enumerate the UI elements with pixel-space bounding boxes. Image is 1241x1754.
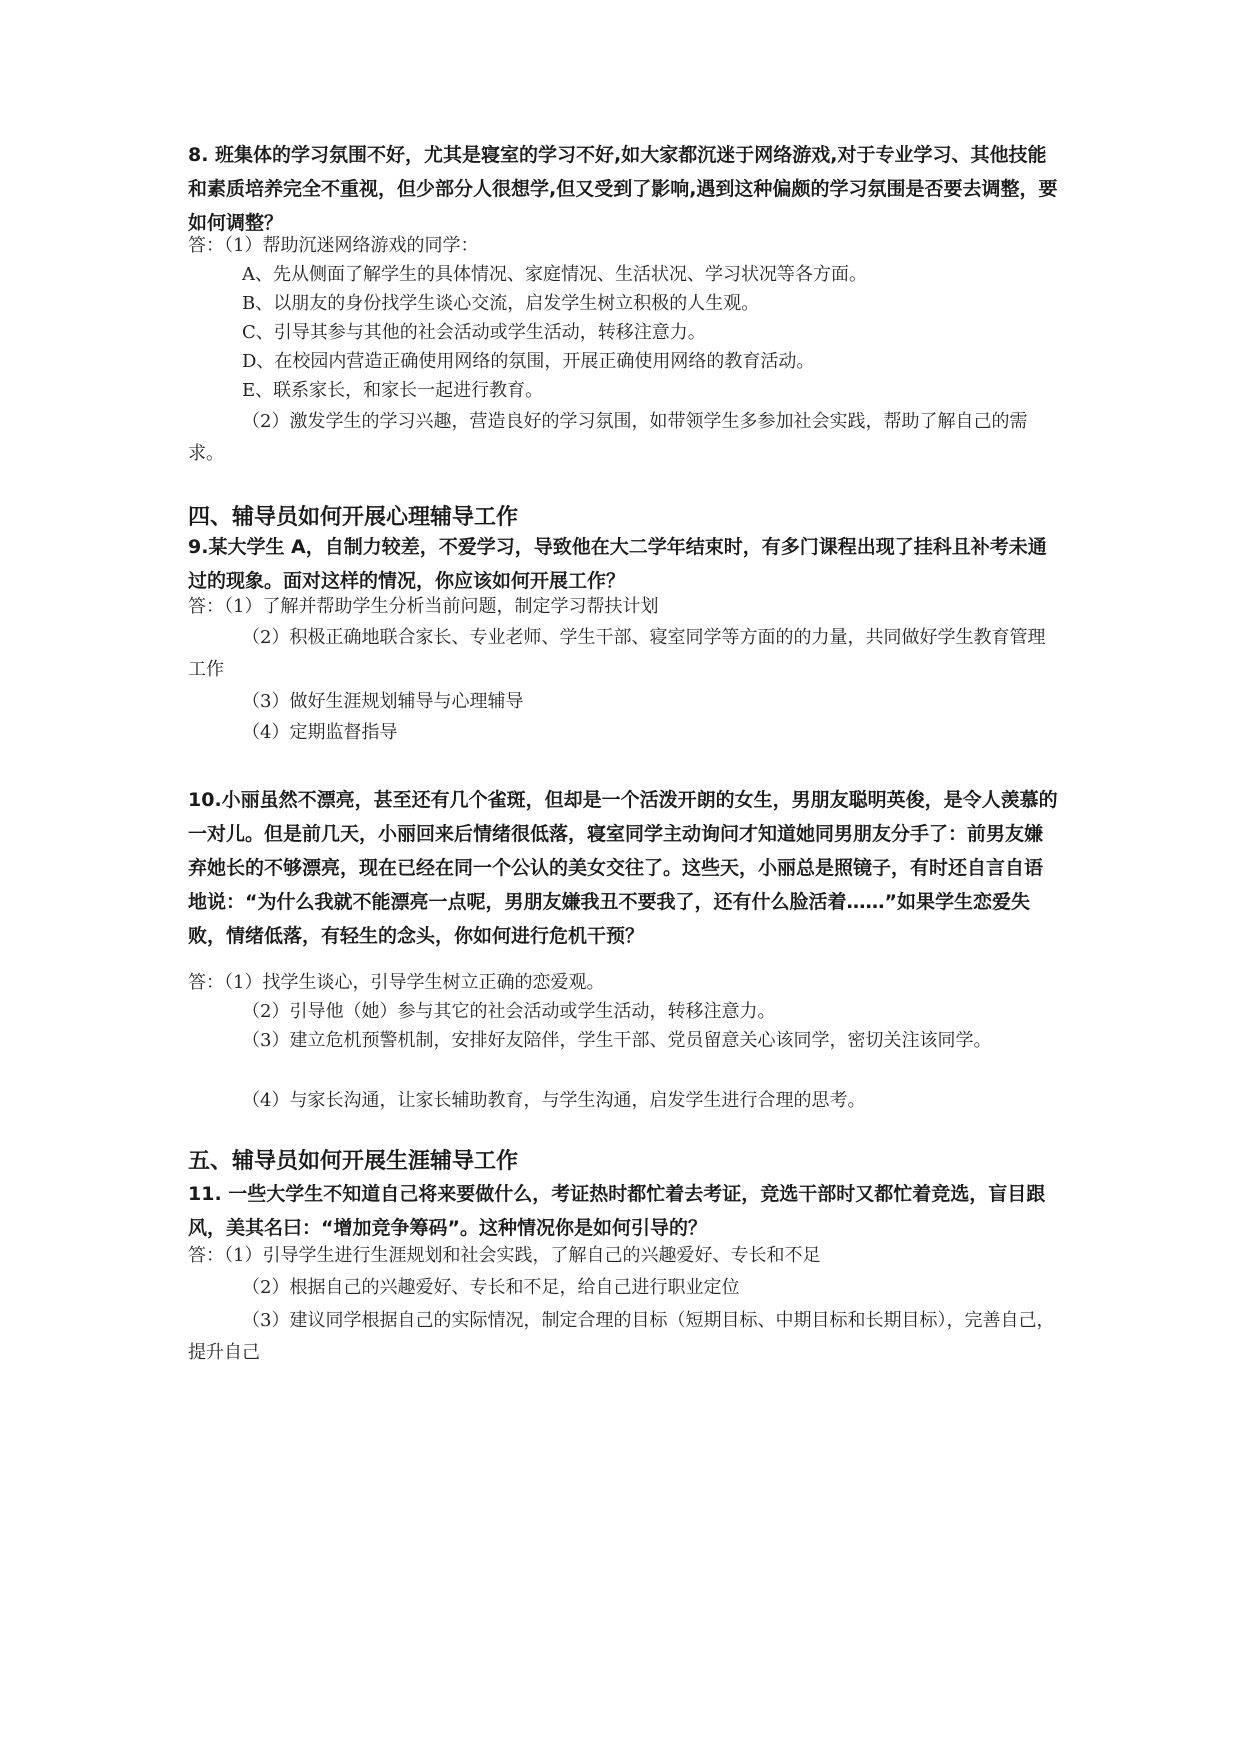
answer-9-point-4: （4）定期监督指导: [242, 722, 398, 743]
answer-8-item-b: B、以朋友的身份找学生谈心交流，启发学生树立积极的人生观。: [242, 293, 760, 314]
answer-8-intro: 答：（1）帮助沉迷网络游戏的同学：: [188, 235, 479, 256]
question-11: 11. 一些大学生不知道自己将来要做什么，考证热时都忙着去考证，竞选干部时又都忙着竞选，盲目跟风，美其名曰：“增加竞争筹码”。这种情况你是如何引导的？: [188, 1183, 1046, 1239]
section-5-heading: 五、辅导员如何开展生涯辅导工作: [188, 1149, 519, 1174]
answer-9-point-2: （2）积极正确地联合家长、专业老师、学生干部、寝室同学等方面的的力量，共同做好学生教育管理工作: [188, 627, 1046, 680]
question-8: 8. 班集体的学习氛围不好，尤其是寝室的学习不好,如大家都沉迷于网络游戏,对于专业学习、其他技能和素质培养完全不重视，但少部分人很想学,但又受到了影响,遇到这种偏颇的学习氛围是否要去调整，要如何调整？: [188, 144, 1058, 234]
answer-8-item-c: C、引导其参与其他的社会活动或学生活动，转移注意力。: [242, 322, 706, 343]
answer-8-point-2: （2）激发学生的学习兴趣，营造良好的学习氛围，如带领学生多参加社会实践，帮助了解自己的需求。: [188, 411, 1028, 464]
answer-11-intro: 答：（1）引导学生进行生涯规划和社会实践，了解自己的兴趣爱好、专长和不足: [188, 1245, 821, 1266]
section-4-heading: 四、辅导员如何开展心理辅导工作: [188, 505, 519, 530]
answer-11-point-3: （3）建议同学根据自己的实际情况，制定合理的目标（短期目标、中期目标和长期目标），完善自己，提升自己: [188, 1310, 1055, 1363]
answer-11-point-2: （2）根据自己的兴趣爱好、专长和不足，给自己进行职业定位: [242, 1277, 740, 1298]
answer-8-item-d: D、在校园内营造正确使用网络的氛围，开展正确使用网络的教育活动。: [242, 351, 815, 372]
question-9: 9.某大学生 A，自制力较差，不爱学习，导致他在大二学年结束时，有多门课程出现了挂科且补考未通过的现象。面对这样的情况，你应该如何开展工作？: [188, 536, 1047, 592]
answer-10-point-3: （3）建立危机预警机制，安排好友陪伴，学生干部、党员留意关心该同学，密切关注该同学。: [242, 1030, 992, 1051]
answer-10-intro: 答：（1）找学生谈心，引导学生树立正确的恋爱观。: [188, 972, 605, 993]
answer-9-point-3: （3）做好生涯规划辅导与心理辅导: [242, 691, 524, 712]
question-10: 10.小丽虽然不漂亮，甚至还有几个雀斑，但却是一个活泼开朗的女生，男朋友聪明英俊，是令人羡慕的一对儿。但是前几天，小丽回来后情绪很低落，寝室同学主动询问才知道她同男朋友分手了：前男友嫌弃她长的不够漂亮，现在已经在同一个公认的美女交往了。这些天，小丽总是照镜子，有时还自言自语地说：“为什么我就不能漂亮一点呢，男朋友嫌我丑不要我了，还有什么脸活着……”如果学生恋爱失败，情绪低落，有轻生的念头，你如何进行危机干预？: [188, 789, 1058, 947]
answer-10-point-4: （4）与家长沟通，让家长辅助教育，与学生沟通，启发学生进行合理的思考。: [242, 1090, 866, 1111]
answer-8-item-e: E、联系家长，和家长一起进行教育。: [242, 380, 544, 401]
answer-8-item-a: A、先从侧面了解学生的具体情况、家庭情况、生活状况、学习状况等各方面。: [242, 264, 867, 285]
answer-10-point-2: （2）引导他（她）参与其它的社会活动或学生活动，转移注意力。: [242, 1001, 776, 1022]
answer-9-intro: 答：（1）了解并帮助学生分析当前问题，制定学习帮扶计划: [188, 596, 659, 617]
